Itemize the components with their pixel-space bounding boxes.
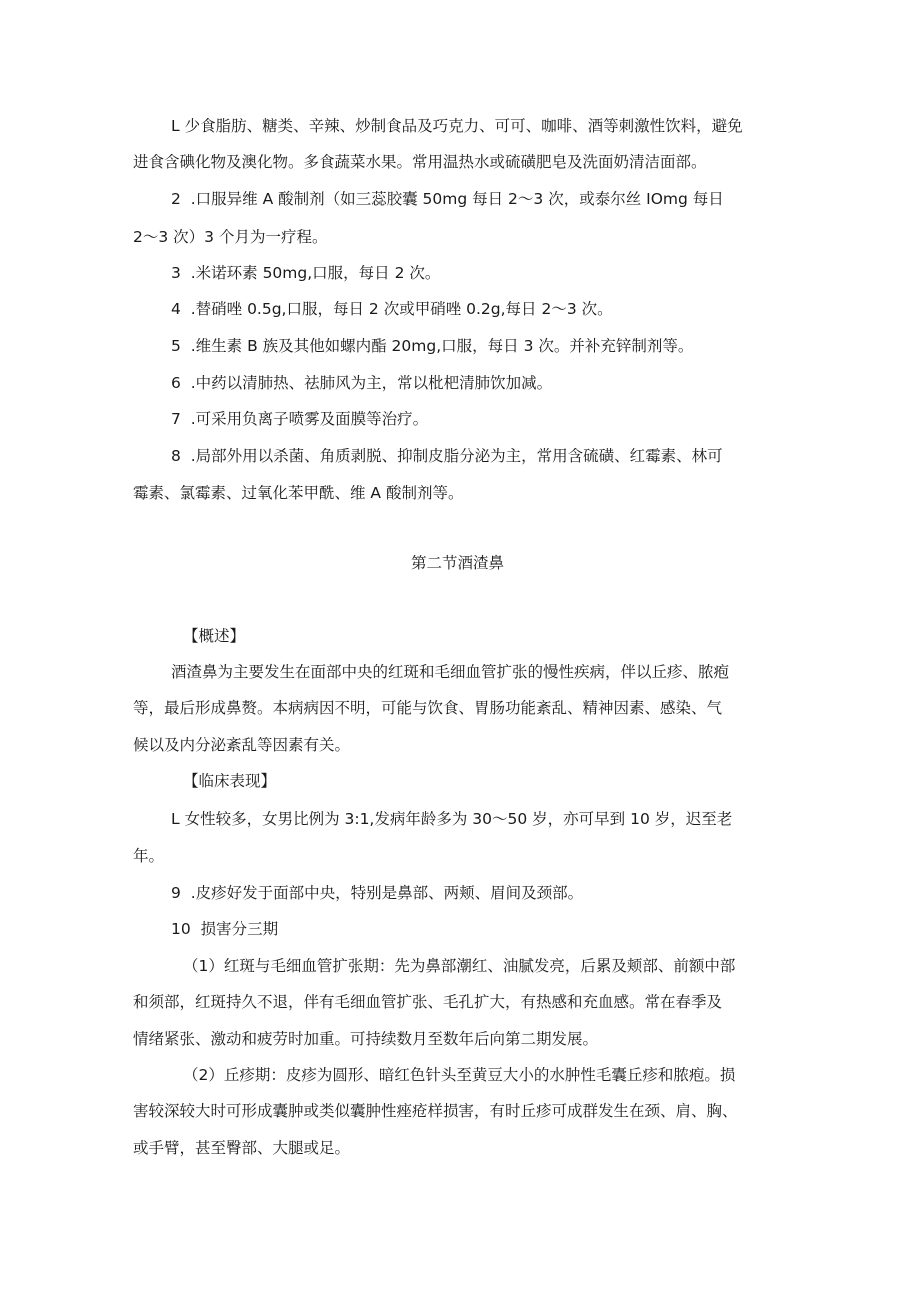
- list-item: 8 .局部外用以杀菌、角质剥脱、抑制皮脂分泌为主，常用含硫磺、红霉素、林可: [171, 447, 723, 465]
- list-item: 10 损害分三期: [171, 920, 279, 938]
- list-item: 9 .皮疹好发于面部中央，特别是鼻部、两颊、眉间及颈部。: [171, 884, 584, 902]
- overview-heading: 【概述】: [183, 627, 246, 645]
- stage-paragraph-line: （2）丘疹期：皮疹为圆形、暗红色针头至黄豆大小的水肿性毛囊丘疹和脓疱。损: [183, 1066, 736, 1084]
- stage-paragraph-line: （1）红斑与毛细血管扩张期：先为鼻部潮红、油腻发亮，后累及颊部、前额中部: [183, 957, 736, 975]
- list-item: 7 .可采用负离子喷雾及面膜等治疗。: [171, 410, 429, 428]
- list-item-continuation: 霉素、氯霉素、过氧化苯甲酰、维 A 酸制剂等。: [133, 484, 464, 502]
- list-item: L 少食脂肪、糖类、辛辣、炒制食品及巧克力、可可、咖啡、酒等刺激性饮料，避免: [171, 117, 743, 135]
- paragraph-line: 候以及内分泌紊乱等因素有关。: [133, 736, 351, 754]
- list-item-continuation: 2～3 次）3 个月为一疗程。: [133, 228, 328, 246]
- list-item: 3 .米诺环素 50mg,口服，每日 2 次。: [171, 264, 441, 282]
- stage-paragraph-line: 或手臂，甚至臀部、大腿或足。: [133, 1139, 351, 1157]
- paragraph-line: 酒渣鼻为主要发生在面部中央的红斑和毛细血管扩张的慢性疾病，伴以丘疹、脓疱: [171, 663, 730, 681]
- clinical-heading: 【临床表现】: [183, 772, 277, 790]
- list-item: L 女性较多，女男比例为 3:1,发病年龄多为 30～50 岁，亦可早到 10 岁，迟至老: [171, 810, 733, 828]
- stage-paragraph-line: 害较深较大时可形成囊肿或类似囊肿性痤疮样损害，有时丘疹可成群发生在颈、肩、胸、: [133, 1102, 738, 1120]
- list-item-continuation: 年。: [133, 847, 165, 865]
- list-item: 4 .替硝唑 0.5g,口服，每日 2 次或甲硝唑 0.2g,每日 2～3 次。: [171, 300, 613, 318]
- stage-paragraph-line: 情绪紧张、激动和疲劳时加重。可持续数月至数年后向第二期发展。: [133, 1030, 599, 1048]
- list-item: 5 .维生素 B 族及其他如螺内酯 20mg,口服，每日 3 次。并补充锌制剂等。: [171, 337, 694, 355]
- section-title: 第二节酒渣鼻: [411, 554, 505, 572]
- list-item: 6 .中药以清肺热、祛肺风为主，常以枇杷清肺饮加减。: [171, 374, 553, 392]
- paragraph-line: 等，最后形成鼻赘。本病病因不明，可能与饮食、胃肠功能紊乱、精神因素、感染、气: [133, 699, 723, 717]
- stage-paragraph-line: 和须部，红斑持久不退，伴有毛细血管扩张、毛孔扩大，有热感和充血感。常在春季及: [133, 993, 723, 1011]
- list-item-continuation: 进食含碘化物及澳化物。多食蔬菜水果。常用温热水或硫磺肥皂及洗面奶清洁面部。: [133, 153, 707, 171]
- list-item: 2 .口服异维 A 酸制剂（如三蕊胶囊 50mg 每日 2～3 次，或泰尔丝 IOmg 每日: [171, 190, 724, 208]
